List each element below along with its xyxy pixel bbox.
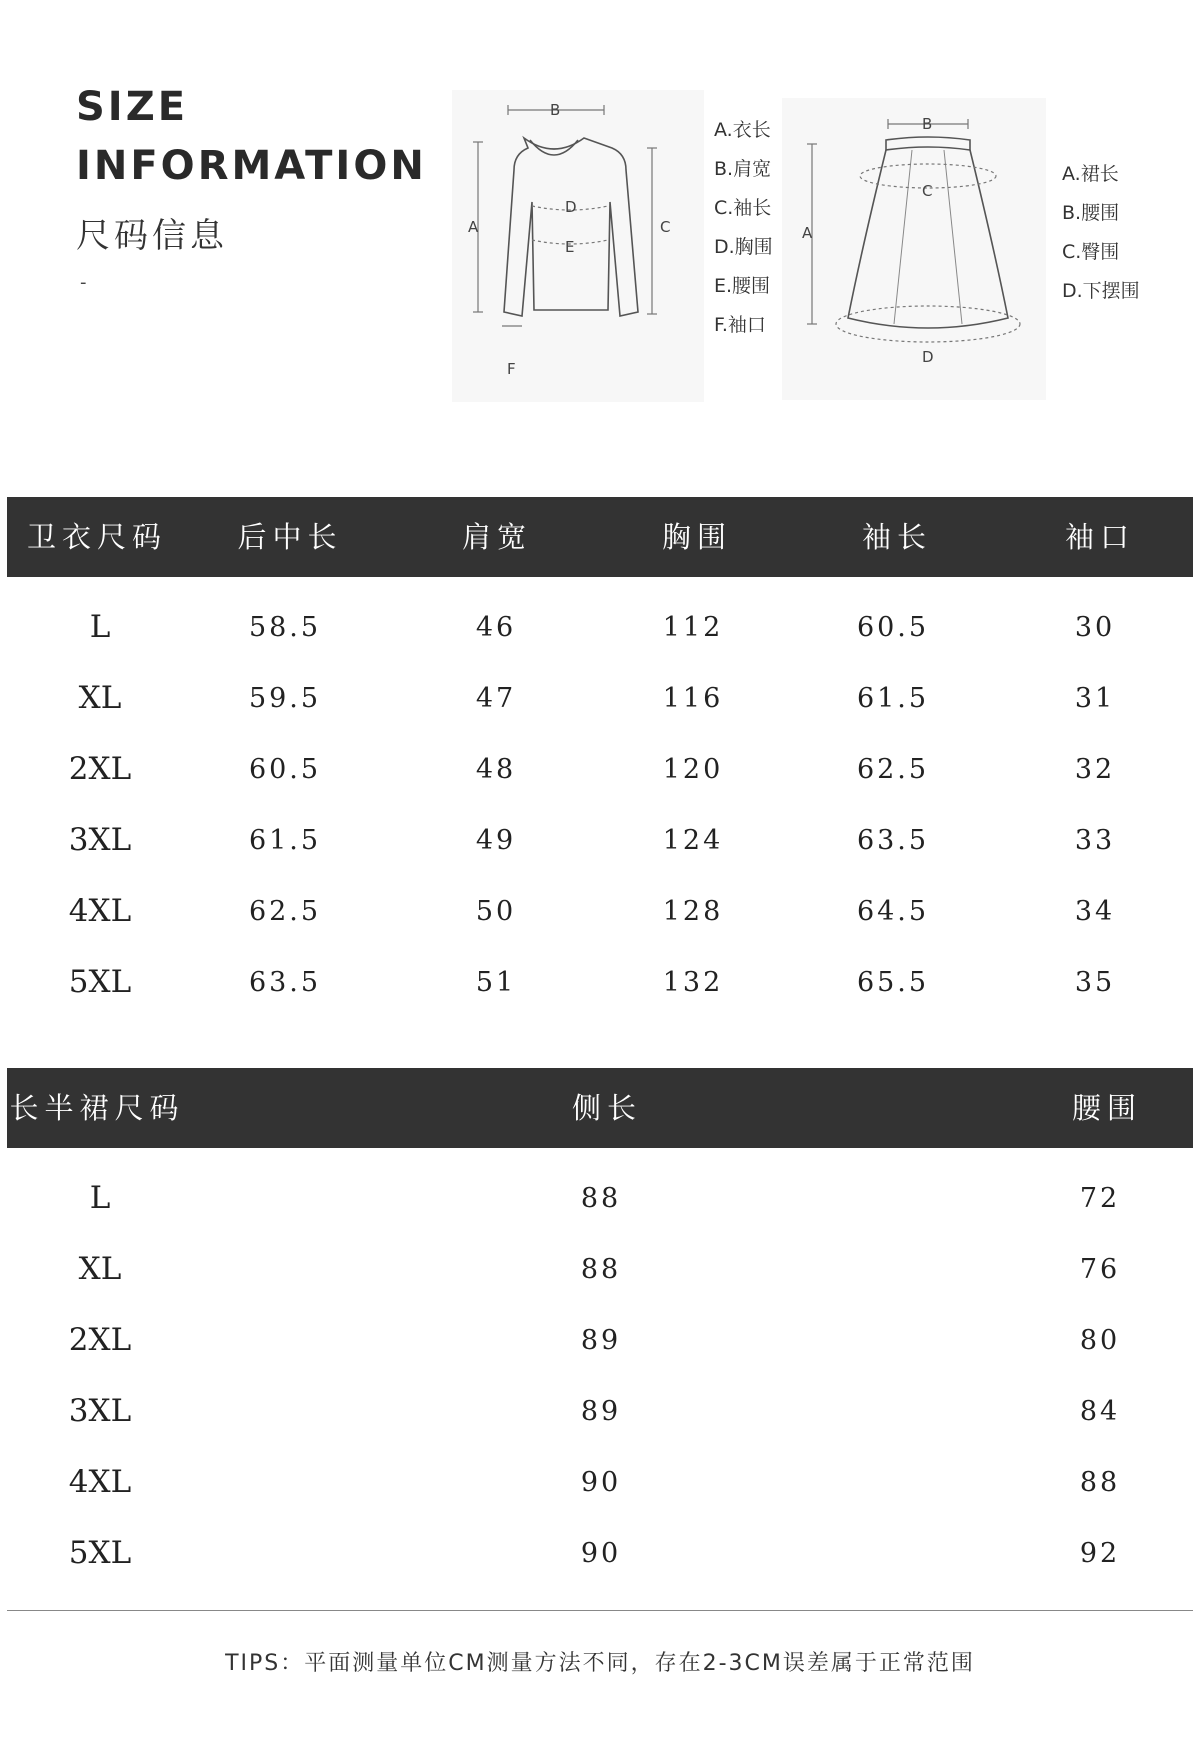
value-cell: 124 [662,825,724,856]
value-cell: 50 [475,896,517,927]
value-cell: 89 [580,1325,622,1356]
header-cell: 长半裙尺码 [9,1091,185,1125]
skirt-table-header [7,1068,1193,1148]
skirt-label-d: D [922,348,934,366]
header-cell: 卫衣尺码 [26,520,168,554]
value-cell: 72 [1079,1183,1121,1214]
value-cell: 61.5 [248,825,322,856]
size-cell: 4XL [68,893,132,929]
header-cell: 肩宽 [461,520,533,554]
size-cell: 5XL [68,1535,132,1571]
value-cell: 128 [662,896,724,927]
size-cell: L [89,1180,111,1216]
value-cell: 132 [662,967,724,998]
top-collar [530,140,578,155]
header-cell: 侧长 [571,1091,643,1125]
value-cell: 32 [1074,754,1116,785]
value-cell: 116 [662,683,724,714]
top-label-f: F [507,360,516,378]
value-cell: 51 [475,967,517,998]
value-cell: 92 [1079,1538,1121,1569]
size-cell: L [89,609,111,645]
value-cell: 31 [1074,683,1116,714]
page-title-en-line2: INFORMATION [76,143,427,189]
value-cell: 65.5 [856,967,930,998]
value-cell: 46 [475,612,517,643]
skirt-label-a: A [802,224,813,242]
skirt-diagram-legend [1062,155,1140,311]
legend-item: D.下摆围 [1062,280,1140,302]
legend-item: D.胸围 [714,236,773,258]
value-cell: 112 [662,612,724,643]
skirt-label-b: B [922,115,933,133]
top-label-d: D [565,198,577,216]
legend-item: C.臀围 [1062,241,1120,263]
value-cell: 76 [1079,1254,1121,1285]
table-row [0,1163,1200,1234]
value-cell: 30 [1074,612,1116,643]
legend-item: C.袖长 [714,197,772,219]
table-row [0,592,1200,663]
value-cell: 62.5 [248,896,322,927]
top-table-header [7,497,1193,577]
header-cell: 腰围 [1071,1091,1143,1125]
top-label-a: A [468,218,479,236]
table-row [0,1305,1200,1376]
value-cell: 60.5 [248,754,322,785]
value-cell: 63.5 [856,825,930,856]
legend-item: E.腰围 [714,275,771,297]
value-cell: 33 [1074,825,1116,856]
table-row [0,1234,1200,1305]
value-cell: 90 [580,1538,622,1569]
size-cell: 5XL [68,964,132,1000]
size-cell: XL [78,680,122,716]
value-cell: 64.5 [856,896,930,927]
table-row [0,1376,1200,1447]
value-cell: 34 [1074,896,1116,927]
value-cell: 62.5 [856,754,930,785]
table-row [0,876,1200,947]
legend-item: A.衣长 [714,119,771,141]
skirt-diagram-svg [782,98,1046,400]
size-cell: 4XL [68,1464,132,1500]
value-cell: 60.5 [856,612,930,643]
value-cell: 35 [1074,967,1116,998]
value-cell: 90 [580,1467,622,1498]
value-cell: 59.5 [248,683,322,714]
legend-item: F.袖口 [714,314,766,336]
legend-item: A.裙长 [1062,163,1119,185]
table-row [0,805,1200,876]
table-row [0,663,1200,734]
size-cell: XL [78,1251,122,1287]
skirt-outline [848,150,1008,328]
table-row [0,1518,1200,1589]
title-dash: - [80,272,87,293]
header-cell: 胸围 [661,520,733,554]
size-cell: 2XL [68,1322,132,1358]
legend-item: B.肩宽 [714,158,772,180]
size-cell: 2XL [68,751,132,787]
top-label-b: B [550,101,561,119]
size-cell: 3XL [68,1393,132,1429]
table-row [0,734,1200,805]
header-cell: 后中长 [237,520,343,554]
page-title-cn: 尺码信息 [76,216,228,256]
value-cell: 89 [580,1396,622,1427]
value-cell: 47 [475,683,517,714]
value-cell: 63.5 [248,967,322,998]
top-garment-outline [504,138,638,316]
value-cell: 61.5 [856,683,930,714]
value-cell: 88 [580,1254,622,1285]
value-cell: 84 [1079,1396,1121,1427]
legend-item: B.腰围 [1062,202,1120,224]
value-cell: 88 [580,1183,622,1214]
value-cell: 120 [662,754,724,785]
value-cell: 48 [475,754,517,785]
value-cell: 58.5 [248,612,322,643]
skirt-waistband [886,137,970,150]
top-diagram-svg [452,90,704,402]
header-cell: 袖口 [1064,520,1136,554]
top-label-c: C [660,218,671,236]
value-cell: 88 [1079,1467,1121,1498]
tips-note: TIPS：平面测量单位CM测量方法不同，存在2-3CM误差属于正常范围 [225,1651,975,1676]
top-diagram-legend [714,111,773,345]
table-row [0,1447,1200,1518]
page-title-en-line1: SIZE [76,84,189,130]
skirt-label-c: C [922,182,933,200]
value-cell: 49 [475,825,517,856]
top-measurement-diagram [452,90,704,402]
footer-divider [7,1610,1193,1611]
value-cell: 80 [1079,1325,1121,1356]
top-label-e: E [565,238,575,256]
size-cell: 3XL [68,822,132,858]
table-row [0,947,1200,1018]
header-cell: 袖长 [861,520,933,554]
skirt-measurement-diagram [782,98,1046,400]
